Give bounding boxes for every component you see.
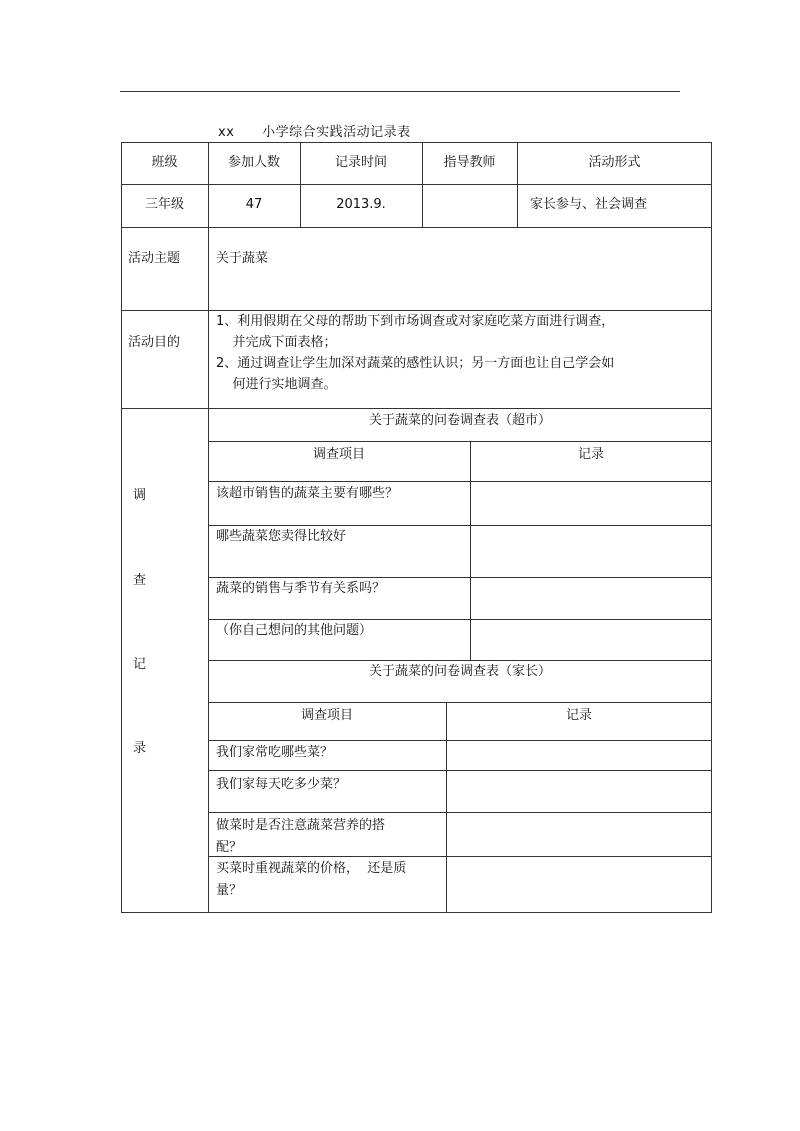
family-col-record: 记录 <box>565 708 592 723</box>
survey-label-char-1: 调 <box>133 488 147 503</box>
supermarket-item-3: 蔬菜的销售与季节有关系吗？ <box>216 581 386 596</box>
family-item-2: 我们家每天吃多少菜？ <box>216 777 347 792</box>
purpose-line-1: 1、利用假期在父母的帮助下到市场调查或对家庭吃菜方面进行调查， <box>216 314 615 329</box>
theme-value: 关于蔬菜 <box>216 251 269 266</box>
family-item-3: 做菜时是否注意蔬菜营养的搭 配？ <box>216 818 386 855</box>
record-table <box>121 142 712 913</box>
top-rule <box>120 91 680 92</box>
family-item-1: 我们家常吃哪些菜？ <box>216 745 334 760</box>
header-time: 记录时间 <box>334 155 387 170</box>
form-value: 家长参与、社会调查 <box>530 197 648 212</box>
survey-label-char-4: 录 <box>133 741 147 756</box>
supermarket-item-4: （你自己想问的其他问题） <box>216 623 373 638</box>
family-title: 关于蔬菜的问卷调查表（家长） <box>368 664 551 679</box>
theme-label: 活动主题 <box>128 251 181 266</box>
survey-label-char-3: 记 <box>133 657 147 672</box>
purpose-label: 活动目的 <box>128 335 181 350</box>
supermarket-item-1: 该超市销售的蔬菜主要有哪些？ <box>216 486 399 501</box>
supermarket-item-2: 哪些蔬菜您卖得比较好 <box>216 529 347 544</box>
time-value: 2013.9. <box>336 197 386 212</box>
purpose-line-2: 并完成下面表格； <box>216 335 337 350</box>
header-class: 班级 <box>151 155 178 170</box>
count-value: 47 <box>245 197 263 212</box>
supermarket-title: 关于蔬菜的问卷调查表（超市） <box>368 413 551 428</box>
supermarket-col-record: 记录 <box>577 447 604 462</box>
supermarket-col-item: 调查项目 <box>312 447 365 462</box>
class-value: 三年级 <box>144 197 184 212</box>
family-col-item: 调查项目 <box>300 708 353 723</box>
header-teacher: 指导教师 <box>443 155 496 170</box>
family-item-4: 买菜时重视蔬菜的价格， 还是质 量？ <box>216 861 407 898</box>
header-count: 参加人数 <box>227 155 280 170</box>
purpose-line-4: 何进行实地调查。 <box>216 377 337 392</box>
survey-label-char-2: 查 <box>133 573 147 588</box>
header-form: 活动形式 <box>588 155 641 170</box>
purpose-line-3: 2、通过调查让学生加深对蔬菜的感性认识；另一方面也让自己学会如 <box>216 356 615 371</box>
page-title: xx 小学综合实践活动记录表 <box>218 125 411 140</box>
